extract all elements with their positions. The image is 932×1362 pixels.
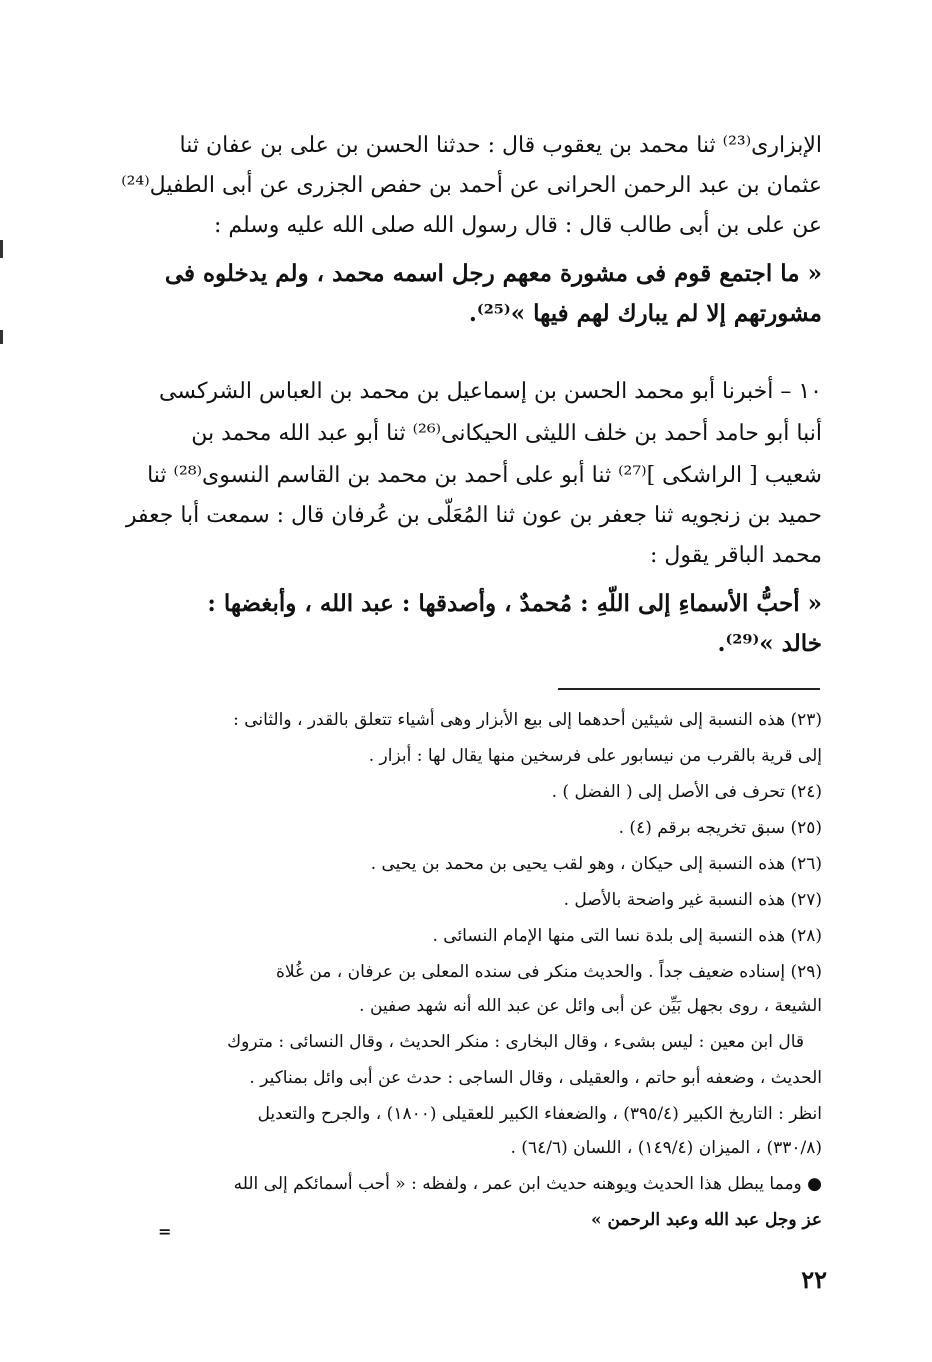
footnote-line: (٢٤) تحرف فى الأصل إلى ( الفضل ) . bbox=[551, 782, 822, 802]
footnote-line: عز وجل عبد الله وعبد الرحمن » bbox=[590, 1210, 822, 1230]
margin-edge-mark bbox=[0, 240, 3, 258]
main-text-line: ١٠ – أخبرنا أبو محمد الحسن بن إسماعيل بن محمد بن العباس الشركسى bbox=[158, 379, 822, 404]
footnote-line: (٢٨) هذه النسبة إلى بلدة نسا التى منها الإمام النسائى . bbox=[432, 926, 822, 946]
page-number: ٢٢ bbox=[801, 1265, 827, 1294]
footnote-line: ● ومما يبطل هذا الحديث ويوهنه حديث ابن عمر ، ولفظه : « أحب أسمائكم إلى الله bbox=[233, 1174, 822, 1194]
footnote-line: إلى قرية بالقرب من نيسابور على فرسخين منها يقال لها : أبزار . bbox=[368, 746, 822, 766]
footnote-separator bbox=[558, 688, 820, 690]
hadith-text-line: مشورتهم إلا لم يبارك لهم فيها »⁽²⁵⁾. bbox=[468, 300, 822, 327]
footnote-line: قال ابن معين : ليس بشىء ، وقال البخارى : منكر الحديث ، وقال النسائى : متروك bbox=[227, 1032, 804, 1052]
hadith-text-line: خالد »⁽²⁹⁾. bbox=[717, 630, 822, 657]
hadith-text-line: « أحبُّ الأسماءِ إلى اللّهِ : مُحمدٌ ، وأصدقها : عبد الله ، وأبغضها : bbox=[207, 590, 822, 617]
footnote-line: (٢٧) هذه النسبة غير واضحة بالأصل . bbox=[563, 890, 822, 910]
hadith-text-line: « ما اجتمع قوم فى مشورة معهم رجل اسمه محمد ، ولم يدخلوه فى bbox=[164, 260, 822, 287]
main-text-line: أنبا أبو حامد أحمد بن خلف الليثى الحيكانى⁽²⁶⁾ ثنا أبو عبد الله محمد بن bbox=[191, 421, 822, 446]
main-text-line: حميد بن زنجويه ثنا جعفر بن عون ثنا المُعَلّى بن عُرفان قال : سمعت أبا جعفر bbox=[125, 503, 822, 528]
footnote-line: الحديث ، وضعفه أبو حاتم ، والعقيلى ، وقال الساجى : حدث عن أبى وائل بمناكير . bbox=[249, 1068, 822, 1088]
footnote-line: (٢٣) هذه النسبة إلى شيئين أحدهما إلى بيع الأبزار وهى أشياء تتعلق بالقدر ، والثانى : bbox=[233, 710, 822, 730]
margin-edge-mark bbox=[0, 330, 3, 344]
main-text-line: عن على بن أبى طالب قال : قال رسول الله صلى الله عليه وسلم : bbox=[213, 213, 822, 238]
footnote-line: الشيعة ، روى بجهل بَيِّن عن أبى وائل عن عبد الله أنه شهد صفين . bbox=[359, 996, 822, 1016]
footnote-line: انظر : التاريخ الكبير (٣٩٥/٤) ، والضعفاء الكبير للعقيلى (١٨٠٠) ، والجرح والتعديل bbox=[257, 1104, 822, 1124]
main-text-line: عثمان بن عبد الرحمن الحرانى عن أحمد بن حفص الجزرى عن أبى الطفيل⁽²⁴⁾ bbox=[121, 173, 822, 198]
main-text-line: الإبزارى⁽²³⁾ ثنا محمد بن يعقوب قال : حدثنا الحسن بن على بن عفان ثنا bbox=[179, 133, 822, 158]
continuation-mark: = bbox=[158, 1222, 172, 1241]
footnote-line: (٢٥) سبق تخريجه برقم (٤) . bbox=[618, 818, 822, 838]
main-text-line: محمد الباقر يقول : bbox=[649, 543, 822, 568]
footnote-line: (٢٦) هذه النسبة إلى حيكان ، وهو لقب يحيى بن محمد بن يحيى . bbox=[370, 854, 822, 874]
main-text-line: شعيب [ الراشكى ]⁽²⁷⁾ ثنا أبو على أحمد بن محمد بن القاسم النسوى⁽²⁸⁾ ثنا bbox=[147, 463, 822, 488]
footnote-line: (٢٩) إسناده ضعيف جداً . والحديث منكر فى سنده المعلى بن عرفان ، من غُلاة bbox=[276, 962, 822, 982]
footnote-line: (٣٣٠/٨) ، الميزان (١٤٩/٤) ، اللسان (٦٤/٦) . bbox=[510, 1138, 822, 1158]
